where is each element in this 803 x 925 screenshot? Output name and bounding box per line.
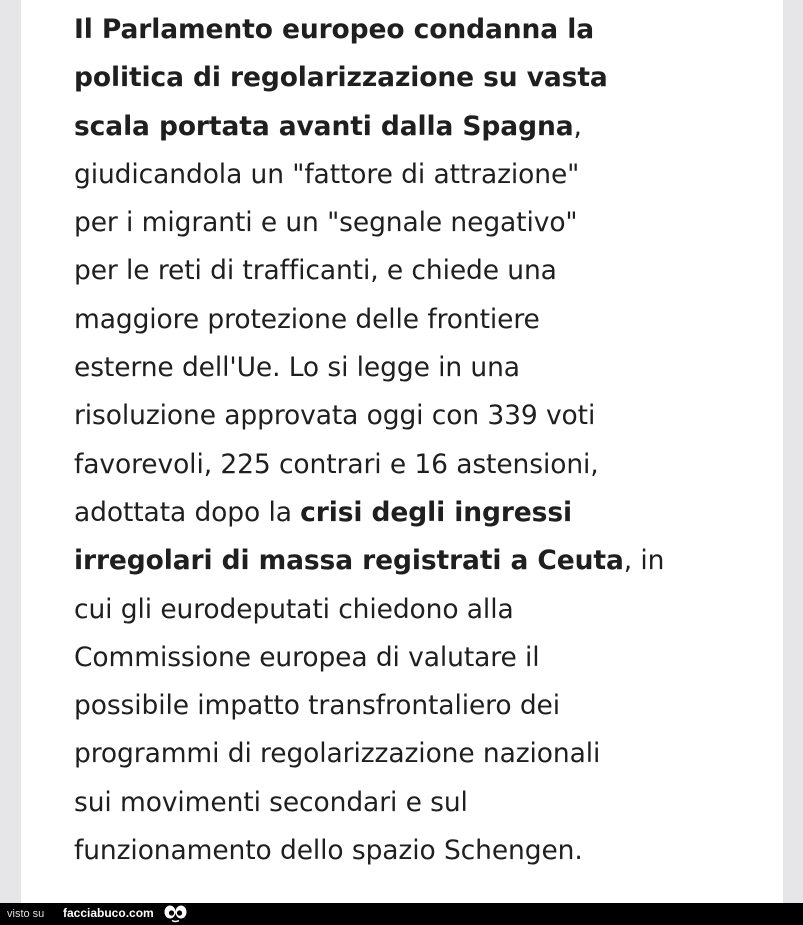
article-line — [74, 779, 754, 827]
bold-text: Il Parlamento europeo condanna la — [74, 14, 594, 45]
article-line — [74, 6, 754, 54]
body-text: esterne dell'Ue. Lo si legge in una — [74, 352, 520, 384]
body-text: per le reti di trafficanti, e chiede una — [74, 255, 557, 287]
article-line — [74, 296, 754, 344]
article-line — [74, 682, 754, 730]
article-line — [74, 586, 754, 634]
article-line — [74, 537, 754, 585]
body-text: , in — [623, 545, 665, 577]
body-text: favorevoli, 225 contrari e 16 astensioni, — [74, 448, 599, 480]
body-text: per i migranti e un "segnale negativo" — [74, 207, 578, 239]
article-line — [74, 730, 754, 778]
article-line — [74, 199, 754, 247]
article-line — [74, 54, 754, 102]
bold-text: crisi degli ingressi — [300, 496, 573, 528]
article-line — [74, 441, 754, 489]
article-line — [74, 392, 754, 440]
body-text: risoluzione approvata oggi con 339 voti — [74, 400, 596, 432]
googly-eyes-icon — [163, 904, 189, 924]
article-line — [74, 103, 754, 151]
article-line — [74, 634, 754, 682]
bold-text: scala portata avanti dalla Spagna — [74, 110, 574, 142]
body-text: , — [573, 110, 582, 142]
body-text: sui movimenti secondari e sul — [74, 786, 468, 818]
body-text: maggiore protezione delle frontiere — [74, 303, 540, 335]
body-text: cui gli eurodeputati chiedono alla — [74, 593, 514, 625]
article-line — [74, 489, 754, 537]
visto-su-label: visto su — [7, 908, 45, 920]
article-text — [74, 6, 754, 875]
body-text: possibile impatto transfrontaliero dei — [74, 690, 561, 722]
article-card — [21, 0, 783, 903]
body-text: funzionamento dello spazio Schengen. — [74, 835, 583, 867]
body-text: adottata dopo la — [74, 496, 301, 528]
body-text: Commissione europea di valutare il — [74, 641, 540, 673]
article-line — [74, 151, 754, 199]
brand-name: facciabuco.com — [63, 906, 154, 920]
bold-text: irregolari di massa registrati a Ceuta — [74, 545, 624, 577]
article-line — [74, 344, 754, 392]
article-line — [74, 827, 754, 875]
body-text: giudicandola un "fattore di attrazione" — [74, 158, 580, 190]
body-text: programmi di regolarizzazione nazionali — [74, 738, 601, 770]
bold-text: politica di regolarizzazione su vasta — [74, 62, 608, 94]
watermark-bar — [0, 903, 803, 925]
article-line — [74, 247, 754, 295]
